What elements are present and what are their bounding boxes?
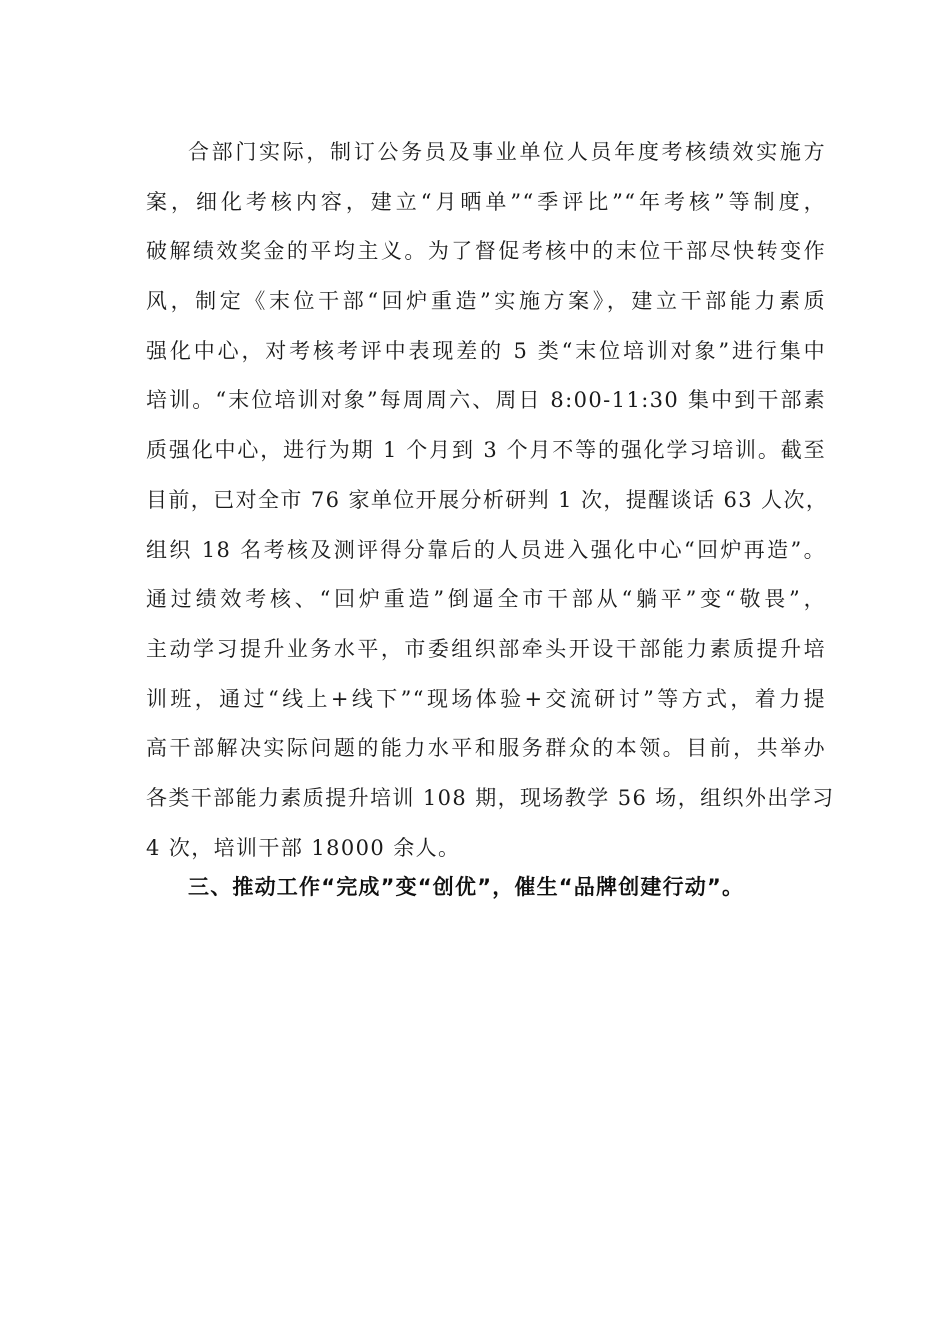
paragraph-line: 4 次，培训干部 18000 余人。 — [146, 835, 461, 860]
paragraph-line: 案，细化考核内容，建立“月晒单”“季评比”“年考核”等制度， — [146, 189, 826, 214]
paragraph-line: 各类干部能力素质提升培训 108 期，现场教学 56 场，组织外出学习 — [146, 785, 835, 810]
paragraph-line: 培训。“末位培训对象”每周周六、周日 8:00-11:30 集中到干部素 — [146, 388, 826, 413]
paragraph-line: 破解绩效奖金的平均主义。为了督促考核中的末位干部尽快转变作 — [146, 239, 826, 264]
paragraph-line: 合部门实际，制订公务员及事业单位人员年度考核绩效实施方 — [188, 140, 826, 164]
paragraph-line: 强化中心，对考核考评中表现差的 5 类“末位培训对象”进行集中 — [146, 338, 826, 363]
paragraph-line: 风，制定《末位干部“回炉重造”实施方案》，建立干部能力素质 — [146, 289, 826, 314]
section-heading: 三、推动工作“完成”变“创优”，催生“品牌创建行动”。 — [188, 875, 745, 899]
paragraph-line: 训班，通过“线上+线下”“现场体验+交流研讨”等方式，着力提 — [146, 686, 826, 711]
body-paragraph — [146, 128, 835, 873]
paragraph-line: 质强化中心，进行为期 1 个月到 3 个月不等的强化学习培训。截至 — [146, 438, 826, 463]
paragraph-line: 主动学习提升业务水平，市委组织部牵头开设干部能力素质提升培 — [146, 636, 826, 661]
paragraph-line: 组织 18 名考核及测评得分靠后的人员进入强化中心“回炉再造”。 — [146, 537, 826, 562]
paragraph-line: 目前，已对全市 76 家单位开展分析研判 1 次，提醒谈话 63 人次， — [146, 487, 829, 512]
paragraph-line: 高干部解决实际问题的能力水平和服务群众的本领。目前，共举办 — [146, 736, 826, 761]
paragraph-line: 通过绩效考核、“回炉重造”倒逼全市干部从“躺平”变“敬畏”， — [146, 587, 826, 612]
